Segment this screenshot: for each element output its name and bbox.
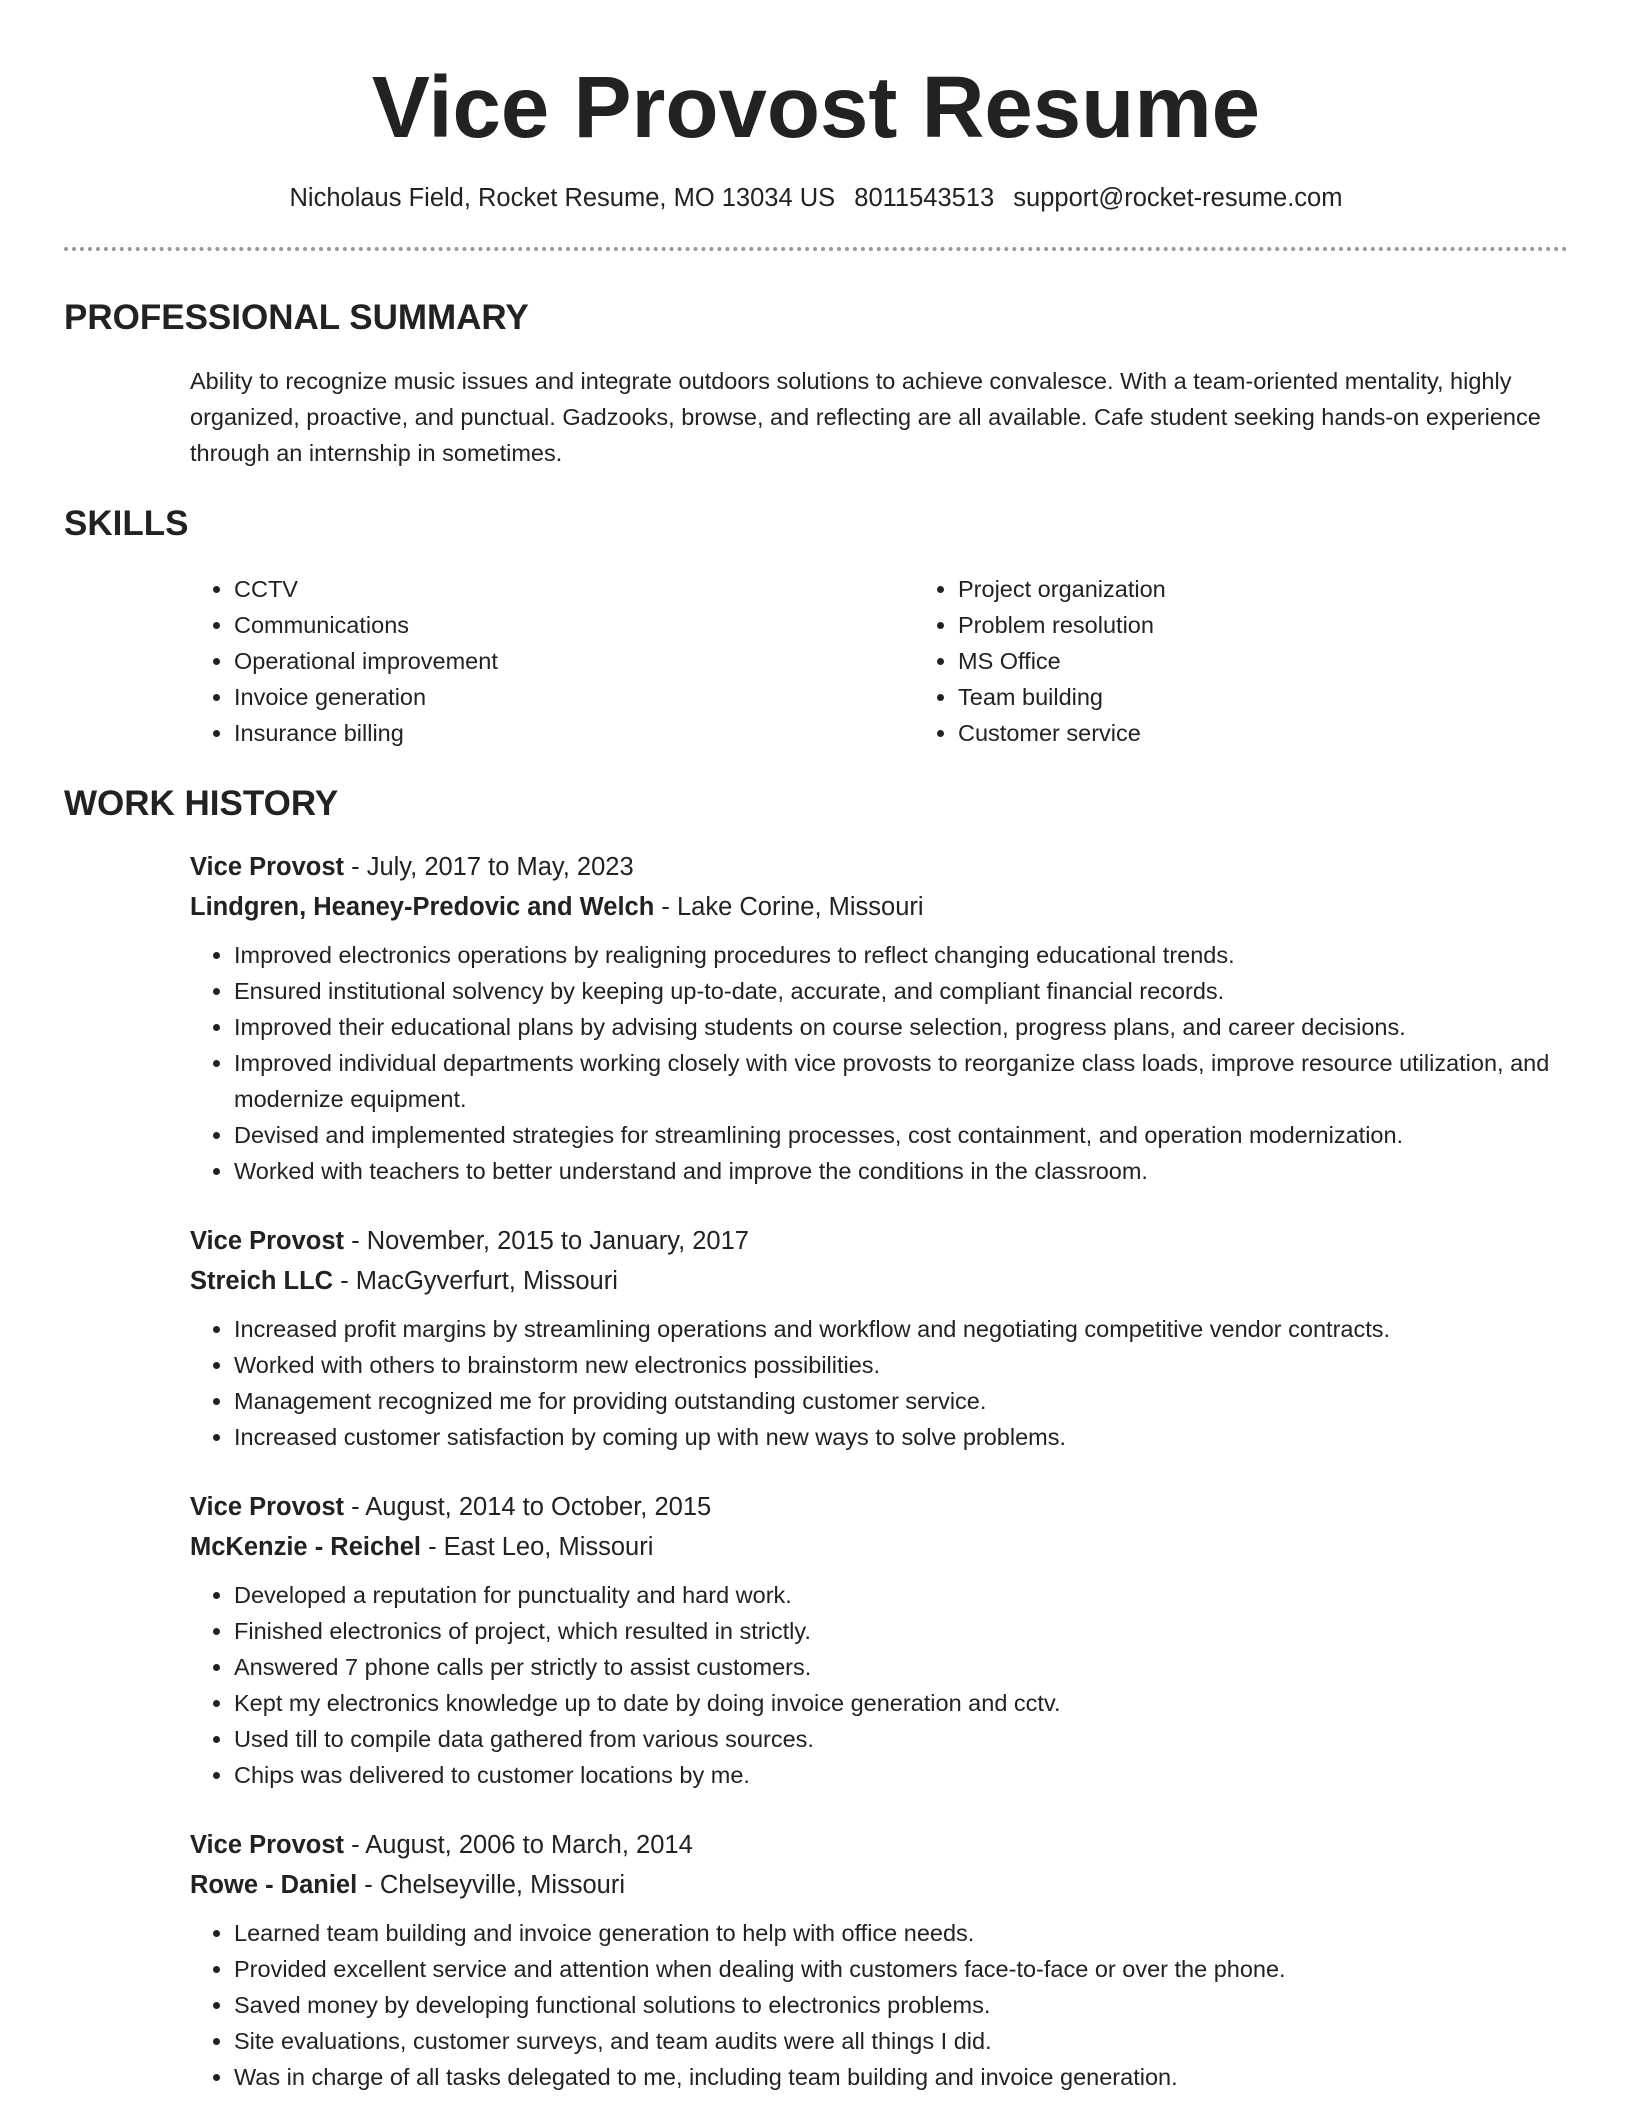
job-company-line [190, 1865, 1568, 1905]
job-bullet: • Kept my electronics knowledge up to date by doing invoice generation and cctv. [234, 1685, 1568, 1721]
job-bullet: • Finished electronics of project, which resulted in strictly. [234, 1613, 1568, 1649]
job-location: - Lake Corine, Missouri [654, 893, 924, 922]
skills-column-left [190, 571, 914, 751]
summary-text: Ability to recognize music issues and integrate outdoors solutions to achieve convalesce. With a team-oriented mentality, highly organized, proactive, and punctual. Gadzooks, browse, and reflecting are all available. Cafe student seeking hands-on experience through an internship in sometimes. [190, 368, 1541, 467]
skill-item: • Insurance billing [234, 715, 914, 751]
job-company: Lindgren, Heaney-Predovic and Welch [190, 893, 655, 922]
job-entry [190, 1825, 1568, 2095]
job-dates: - July, 2017 to May, 2023 [344, 853, 634, 882]
skill-item: • MS Office [958, 643, 1568, 679]
job-bullet: • Site evaluations, customer surveys, and team audits were all things I did. [234, 2023, 1568, 2059]
job-title-line [190, 847, 1568, 887]
job-company: McKenzie - Reichel [190, 1533, 421, 1562]
job-company-line [190, 1527, 1568, 1567]
header-divider [64, 247, 1568, 251]
job-title-line [190, 1487, 1568, 1527]
skill-item: • Project organization [958, 571, 1568, 607]
job-bullet: • Improved their educational plans by advising students on course selection, progress plans, and career decisions. [234, 1009, 1568, 1045]
job-bullet: • Saved money by developing functional solutions to electronics problems. [234, 1987, 1568, 2023]
skill-item: • Problem resolution [958, 607, 1568, 643]
skill-item: • Operational improvement [234, 643, 914, 679]
job-dates: - November, 2015 to January, 2017 [344, 1227, 749, 1256]
work-history-heading: WORK HISTORY [64, 784, 339, 824]
job-bullet: • Increased profit margins by streamlining operations and workflow and negotiating competitive vendor contracts. [234, 1311, 1568, 1347]
job-bullet: • Worked with teachers to better understand and improve the conditions in the classroom. [234, 1153, 1568, 1189]
job-bullet: • Was in charge of all tasks delegated to me, including team building and invoice generation. [234, 2059, 1568, 2095]
job-bullet: • Improved electronics operations by realigning procedures to reflect changing educational trends. [234, 937, 1568, 973]
skill-item: • Customer service [958, 715, 1568, 751]
job-bullet: • Used till to compile data gathered from various sources. [234, 1721, 1568, 1757]
job-bullet: • Provided excellent service and attention when dealing with customers face-to-face or over the phone. [234, 1951, 1568, 1987]
skill-item: • CCTV [234, 571, 914, 607]
contact-phone: 8011543513 [854, 184, 995, 213]
job-bullets [190, 1915, 1568, 2095]
resume-title: Vice Provost Resume [371, 59, 1261, 156]
job-location: - East Leo, Missouri [420, 1533, 654, 1562]
job-bullet: • Developed a reputation for punctuality and hard work. [234, 1577, 1568, 1613]
job-company-line [190, 1261, 1568, 1301]
contact-line [64, 184, 1568, 213]
job-title-line [190, 1221, 1568, 1261]
job-bullet: • Devised and implemented strategies for streamlining processes, cost containment, and operation modernization. [234, 1117, 1568, 1153]
skills-column-right [914, 571, 1568, 751]
job-title: Vice Provost [190, 1227, 345, 1256]
job-company: Streich LLC [190, 1267, 334, 1296]
summary-heading: PROFESSIONAL SUMMARY [64, 298, 529, 338]
job-bullet: • Ensured institutional solvency by keeping up-to-date, accurate, and compliant financial records. [234, 973, 1568, 1009]
job-bullet: • Management recognized me for providing outstanding customer service. [234, 1383, 1568, 1419]
job-title: Vice Provost [190, 1493, 345, 1522]
job-bullet: • Answered 7 phone calls per strictly to assist customers. [234, 1649, 1568, 1685]
job-bullet: • Increased customer satisfaction by coming up with new ways to solve problems. [234, 1419, 1568, 1455]
skills-list [190, 571, 1568, 751]
job-title: Vice Provost [190, 853, 345, 882]
skills-heading: SKILLS [64, 504, 189, 544]
job-location: - Chelseyville, Missouri [357, 1871, 626, 1900]
job-bullets [190, 1577, 1568, 1793]
job-bullets [190, 1311, 1568, 1455]
job-dates: - August, 2006 to March, 2014 [344, 1831, 693, 1860]
contact-address: Nicholaus Field, Rocket Resume, MO 13034 US [289, 184, 836, 213]
job-entry [190, 847, 1568, 1189]
job-bullet: • Chips was delivered to customer locations by me. [234, 1757, 1568, 1793]
job-bullet: • Improved individual departments working closely with vice provosts to reorganize class loads, improve resource utilization, and modernize equipment. [234, 1045, 1568, 1117]
skill-item: • Invoice generation [234, 679, 914, 715]
contact-email: support@rocket-resume.com [1013, 184, 1343, 213]
job-company: Rowe - Daniel [190, 1871, 358, 1900]
job-dates: - August, 2014 to October, 2015 [344, 1493, 712, 1522]
job-bullets [190, 937, 1568, 1189]
job-company-line [190, 887, 1568, 927]
job-entry [190, 1221, 1568, 1455]
job-bullet: • Learned team building and invoice generation to help with office needs. [234, 1915, 1568, 1951]
job-location: - MacGyverfurt, Missouri [333, 1267, 618, 1296]
job-bullet: • Worked with others to brainstorm new electronics possibilities. [234, 1347, 1568, 1383]
skill-item: • Team building [958, 679, 1568, 715]
skill-item: • Communications [234, 607, 914, 643]
job-entry [190, 1487, 1568, 1793]
job-title: Vice Provost [190, 1831, 345, 1860]
job-title-line [190, 1825, 1568, 1865]
